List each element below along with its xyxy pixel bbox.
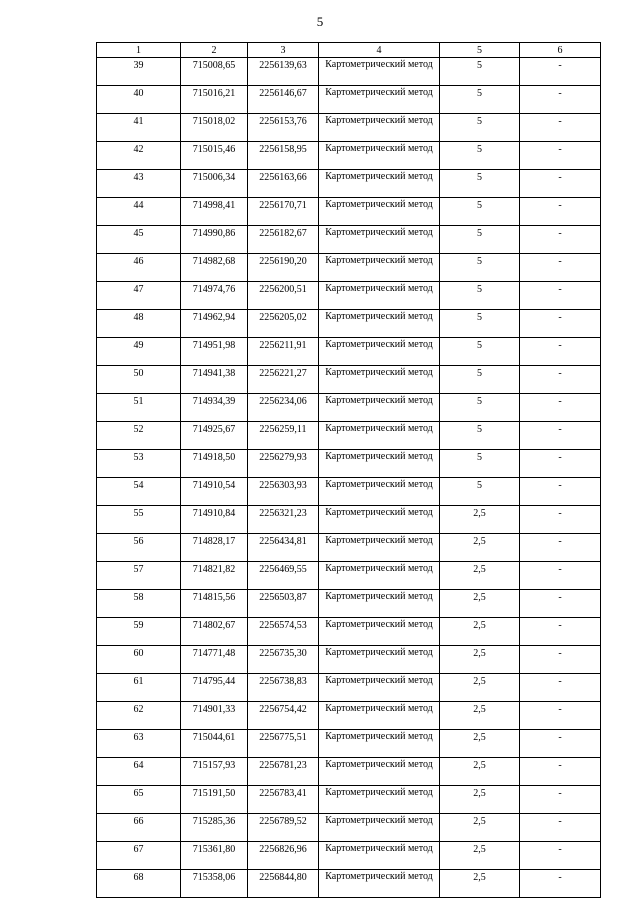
cell-point-number: 49	[97, 338, 181, 366]
cell-accuracy: 5	[440, 422, 520, 450]
cell-point-number: 42	[97, 142, 181, 170]
cell-method: Картометрический метод	[319, 646, 440, 674]
table-row	[97, 842, 601, 870]
cell-point-number: 43	[97, 170, 181, 198]
cell-description: -	[520, 394, 601, 422]
cell-accuracy: 5	[440, 58, 520, 86]
cell-coord-y: 2256789,52	[248, 814, 319, 842]
cell-point-number: 51	[97, 394, 181, 422]
cell-accuracy: 5	[440, 282, 520, 310]
cell-coord-y: 2256170,71	[248, 198, 319, 226]
cell-method: Картометрический метод	[319, 674, 440, 702]
cell-coord-y: 2256158,95	[248, 142, 319, 170]
cell-accuracy: 2,5	[440, 786, 520, 814]
cell-coord-y: 2256826,96	[248, 842, 319, 870]
cell-method: Картометрический метод	[319, 254, 440, 282]
cell-coord-x: 714925,67	[181, 422, 248, 450]
cell-accuracy: 2,5	[440, 534, 520, 562]
cell-description: -	[520, 198, 601, 226]
cell-method: Картометрический метод	[319, 338, 440, 366]
cell-accuracy: 5	[440, 86, 520, 114]
cell-point-number: 47	[97, 282, 181, 310]
cell-point-number: 63	[97, 730, 181, 758]
table-row	[97, 534, 601, 562]
cell-coord-x: 715157,93	[181, 758, 248, 786]
cell-description: -	[520, 310, 601, 338]
cell-description: -	[520, 842, 601, 870]
cell-description: -	[520, 366, 601, 394]
cell-point-number: 54	[97, 478, 181, 506]
cell-coord-y: 2256754,42	[248, 702, 319, 730]
cell-coord-y: 2256469,55	[248, 562, 319, 590]
cell-description: -	[520, 562, 601, 590]
cell-coord-x: 714918,50	[181, 450, 248, 478]
cell-coord-x: 715006,34	[181, 170, 248, 198]
cell-method: Картометрический метод	[319, 450, 440, 478]
cell-point-number: 60	[97, 646, 181, 674]
cell-coord-x: 714821,82	[181, 562, 248, 590]
cell-accuracy: 2,5	[440, 730, 520, 758]
cell-coord-x: 715285,36	[181, 814, 248, 842]
cell-point-number: 46	[97, 254, 181, 282]
cell-coord-y: 2256279,93	[248, 450, 319, 478]
cell-coord-x: 715191,50	[181, 786, 248, 814]
cell-point-number: 68	[97, 870, 181, 898]
cell-method: Картометрический метод	[319, 366, 440, 394]
coordinates-table	[96, 42, 601, 898]
cell-coord-y: 2256190,20	[248, 254, 319, 282]
cell-description: -	[520, 786, 601, 814]
cell-method: Картометрический метод	[319, 730, 440, 758]
cell-description: -	[520, 254, 601, 282]
cell-description: -	[520, 282, 601, 310]
table-row	[97, 702, 601, 730]
cell-point-number: 58	[97, 590, 181, 618]
cell-method: Картометрический метод	[319, 814, 440, 842]
cell-accuracy: 2,5	[440, 590, 520, 618]
cell-method: Картометрический метод	[319, 170, 440, 198]
cell-description: -	[520, 142, 601, 170]
cell-method: Картометрический метод	[319, 58, 440, 86]
cell-method: Картометрический метод	[319, 562, 440, 590]
table-row	[97, 310, 601, 338]
cell-accuracy: 5	[440, 450, 520, 478]
cell-point-number: 41	[97, 114, 181, 142]
table-row	[97, 758, 601, 786]
cell-coord-y: 2256503,87	[248, 590, 319, 618]
cell-description: -	[520, 618, 601, 646]
cell-coord-y: 2256163,66	[248, 170, 319, 198]
cell-method: Картометрический метод	[319, 702, 440, 730]
cell-accuracy: 2,5	[440, 562, 520, 590]
cell-coord-x: 714982,68	[181, 254, 248, 282]
cell-coord-y: 2256234,06	[248, 394, 319, 422]
cell-method: Картометрический метод	[319, 394, 440, 422]
cell-coord-y: 2256321,23	[248, 506, 319, 534]
table-row	[97, 562, 601, 590]
cell-accuracy: 2,5	[440, 870, 520, 898]
cell-point-number: 45	[97, 226, 181, 254]
cell-accuracy: 5	[440, 114, 520, 142]
cell-description: -	[520, 702, 601, 730]
table-row	[97, 170, 601, 198]
cell-description: -	[520, 422, 601, 450]
header-cell-accuracy: 5	[440, 43, 520, 58]
cell-coord-x: 715018,02	[181, 114, 248, 142]
cell-coord-x: 714910,54	[181, 478, 248, 506]
table-row	[97, 422, 601, 450]
cell-coord-y: 2256738,83	[248, 674, 319, 702]
table-row	[97, 646, 601, 674]
table-body	[97, 58, 601, 898]
cell-coord-y: 2256781,23	[248, 758, 319, 786]
cell-accuracy: 2,5	[440, 702, 520, 730]
cell-description: -	[520, 58, 601, 86]
cell-coord-y: 2256303,93	[248, 478, 319, 506]
table-row	[97, 814, 601, 842]
cell-method: Картометрический метод	[319, 870, 440, 898]
cell-description: -	[520, 170, 601, 198]
cell-coord-x: 714951,98	[181, 338, 248, 366]
table-row	[97, 86, 601, 114]
table-row	[97, 450, 601, 478]
cell-coord-x: 714934,39	[181, 394, 248, 422]
header-cell-x: 2	[181, 43, 248, 58]
cell-description: -	[520, 590, 601, 618]
cell-coord-y: 2256259,11	[248, 422, 319, 450]
cell-accuracy: 5	[440, 338, 520, 366]
cell-coord-y: 2256182,67	[248, 226, 319, 254]
cell-description: -	[520, 114, 601, 142]
cell-coord-x: 714901,33	[181, 702, 248, 730]
cell-coord-y: 2256139,63	[248, 58, 319, 86]
cell-coord-x: 714802,67	[181, 618, 248, 646]
cell-accuracy: 2,5	[440, 814, 520, 842]
cell-method: Картометрический метод	[319, 842, 440, 870]
cell-method: Картометрический метод	[319, 198, 440, 226]
cell-accuracy: 5	[440, 254, 520, 282]
table-row	[97, 506, 601, 534]
cell-method: Картометрический метод	[319, 506, 440, 534]
cell-coord-y: 2256775,51	[248, 730, 319, 758]
cell-method: Картометрический метод	[319, 142, 440, 170]
cell-method: Картометрический метод	[319, 786, 440, 814]
cell-coord-y: 2256205,02	[248, 310, 319, 338]
cell-accuracy: 2,5	[440, 758, 520, 786]
cell-coord-x: 715015,46	[181, 142, 248, 170]
cell-coord-y: 2256434,81	[248, 534, 319, 562]
table-row	[97, 58, 601, 86]
cell-coord-x: 714974,76	[181, 282, 248, 310]
cell-coord-y: 2256735,30	[248, 646, 319, 674]
table-row	[97, 198, 601, 226]
cell-point-number: 39	[97, 58, 181, 86]
cell-coord-x: 714828,17	[181, 534, 248, 562]
table-row	[97, 786, 601, 814]
table-row	[97, 226, 601, 254]
cell-accuracy: 2,5	[440, 674, 520, 702]
cell-coord-x: 715016,21	[181, 86, 248, 114]
cell-accuracy: 5	[440, 142, 520, 170]
table-row	[97, 114, 601, 142]
header-cell-point: 1	[97, 43, 181, 58]
table-header	[97, 43, 601, 58]
cell-point-number: 55	[97, 506, 181, 534]
cell-method: Картометрический метод	[319, 310, 440, 338]
cell-point-number: 65	[97, 786, 181, 814]
cell-accuracy: 5	[440, 478, 520, 506]
cell-description: -	[520, 646, 601, 674]
cell-accuracy: 5	[440, 310, 520, 338]
cell-method: Картометрический метод	[319, 590, 440, 618]
cell-point-number: 66	[97, 814, 181, 842]
cell-accuracy: 5	[440, 226, 520, 254]
cell-accuracy: 5	[440, 394, 520, 422]
table-row	[97, 282, 601, 310]
cell-description: -	[520, 814, 601, 842]
cell-description: -	[520, 870, 601, 898]
cell-coord-y: 2256146,67	[248, 86, 319, 114]
table-row	[97, 394, 601, 422]
cell-coord-x: 714795,44	[181, 674, 248, 702]
cell-accuracy: 5	[440, 366, 520, 394]
cell-point-number: 64	[97, 758, 181, 786]
cell-point-number: 62	[97, 702, 181, 730]
cell-point-number: 59	[97, 618, 181, 646]
cell-description: -	[520, 338, 601, 366]
table-row	[97, 366, 601, 394]
cell-coord-y: 2256221,27	[248, 366, 319, 394]
table-row	[97, 730, 601, 758]
cell-accuracy: 5	[440, 198, 520, 226]
cell-coord-x: 715358,06	[181, 870, 248, 898]
header-cell-method: 4	[319, 43, 440, 58]
cell-accuracy: 5	[440, 170, 520, 198]
cell-point-number: 50	[97, 366, 181, 394]
table-row	[97, 254, 601, 282]
cell-description: -	[520, 730, 601, 758]
cell-method: Картометрический метод	[319, 534, 440, 562]
header-cell-y: 3	[248, 43, 319, 58]
cell-method: Картометрический метод	[319, 422, 440, 450]
cell-coord-y: 2256153,76	[248, 114, 319, 142]
cell-coord-y: 2256200,51	[248, 282, 319, 310]
cell-coord-x: 714941,38	[181, 366, 248, 394]
cell-coord-x: 714910,84	[181, 506, 248, 534]
cell-method: Картометрический метод	[319, 758, 440, 786]
cell-point-number: 61	[97, 674, 181, 702]
cell-method: Картометрический метод	[319, 226, 440, 254]
cell-point-number: 56	[97, 534, 181, 562]
cell-description: -	[520, 450, 601, 478]
cell-point-number: 57	[97, 562, 181, 590]
cell-description: -	[520, 506, 601, 534]
cell-method: Картометрический метод	[319, 282, 440, 310]
cell-coord-x: 714815,56	[181, 590, 248, 618]
cell-coord-y: 2256783,41	[248, 786, 319, 814]
cell-accuracy: 2,5	[440, 842, 520, 870]
cell-point-number: 67	[97, 842, 181, 870]
cell-point-number: 52	[97, 422, 181, 450]
cell-coord-x: 714990,86	[181, 226, 248, 254]
cell-description: -	[520, 226, 601, 254]
page-number: 5	[316, 14, 324, 29]
header-row	[97, 43, 601, 58]
cell-description: -	[520, 478, 601, 506]
cell-coord-x: 714771,48	[181, 646, 248, 674]
table-row	[97, 618, 601, 646]
cell-method: Картометрический метод	[319, 478, 440, 506]
cell-accuracy: 2,5	[440, 646, 520, 674]
cell-coord-x: 714998,41	[181, 198, 248, 226]
table-row	[97, 870, 601, 898]
cell-coord-y: 2256574,53	[248, 618, 319, 646]
cell-description: -	[520, 674, 601, 702]
table-row	[97, 338, 601, 366]
header-cell-description: 6	[520, 43, 601, 58]
cell-accuracy: 2,5	[440, 618, 520, 646]
cell-coord-x: 715044,61	[181, 730, 248, 758]
cell-method: Картометрический метод	[319, 114, 440, 142]
cell-point-number: 53	[97, 450, 181, 478]
cell-coord-x: 714962,94	[181, 310, 248, 338]
cell-description: -	[520, 758, 601, 786]
cell-point-number: 48	[97, 310, 181, 338]
cell-method: Картометрический метод	[319, 618, 440, 646]
table-row	[97, 590, 601, 618]
cell-coord-x: 715008,65	[181, 58, 248, 86]
cell-accuracy: 2,5	[440, 506, 520, 534]
table-row	[97, 478, 601, 506]
table-row	[97, 142, 601, 170]
table-row	[97, 674, 601, 702]
cell-coord-y: 2256844,80	[248, 870, 319, 898]
cell-description: -	[520, 534, 601, 562]
cell-point-number: 40	[97, 86, 181, 114]
cell-coord-x: 715361,80	[181, 842, 248, 870]
cell-coord-y: 2256211,91	[248, 338, 319, 366]
cell-point-number: 44	[97, 198, 181, 226]
cell-method: Картометрический метод	[319, 86, 440, 114]
cell-description: -	[520, 86, 601, 114]
